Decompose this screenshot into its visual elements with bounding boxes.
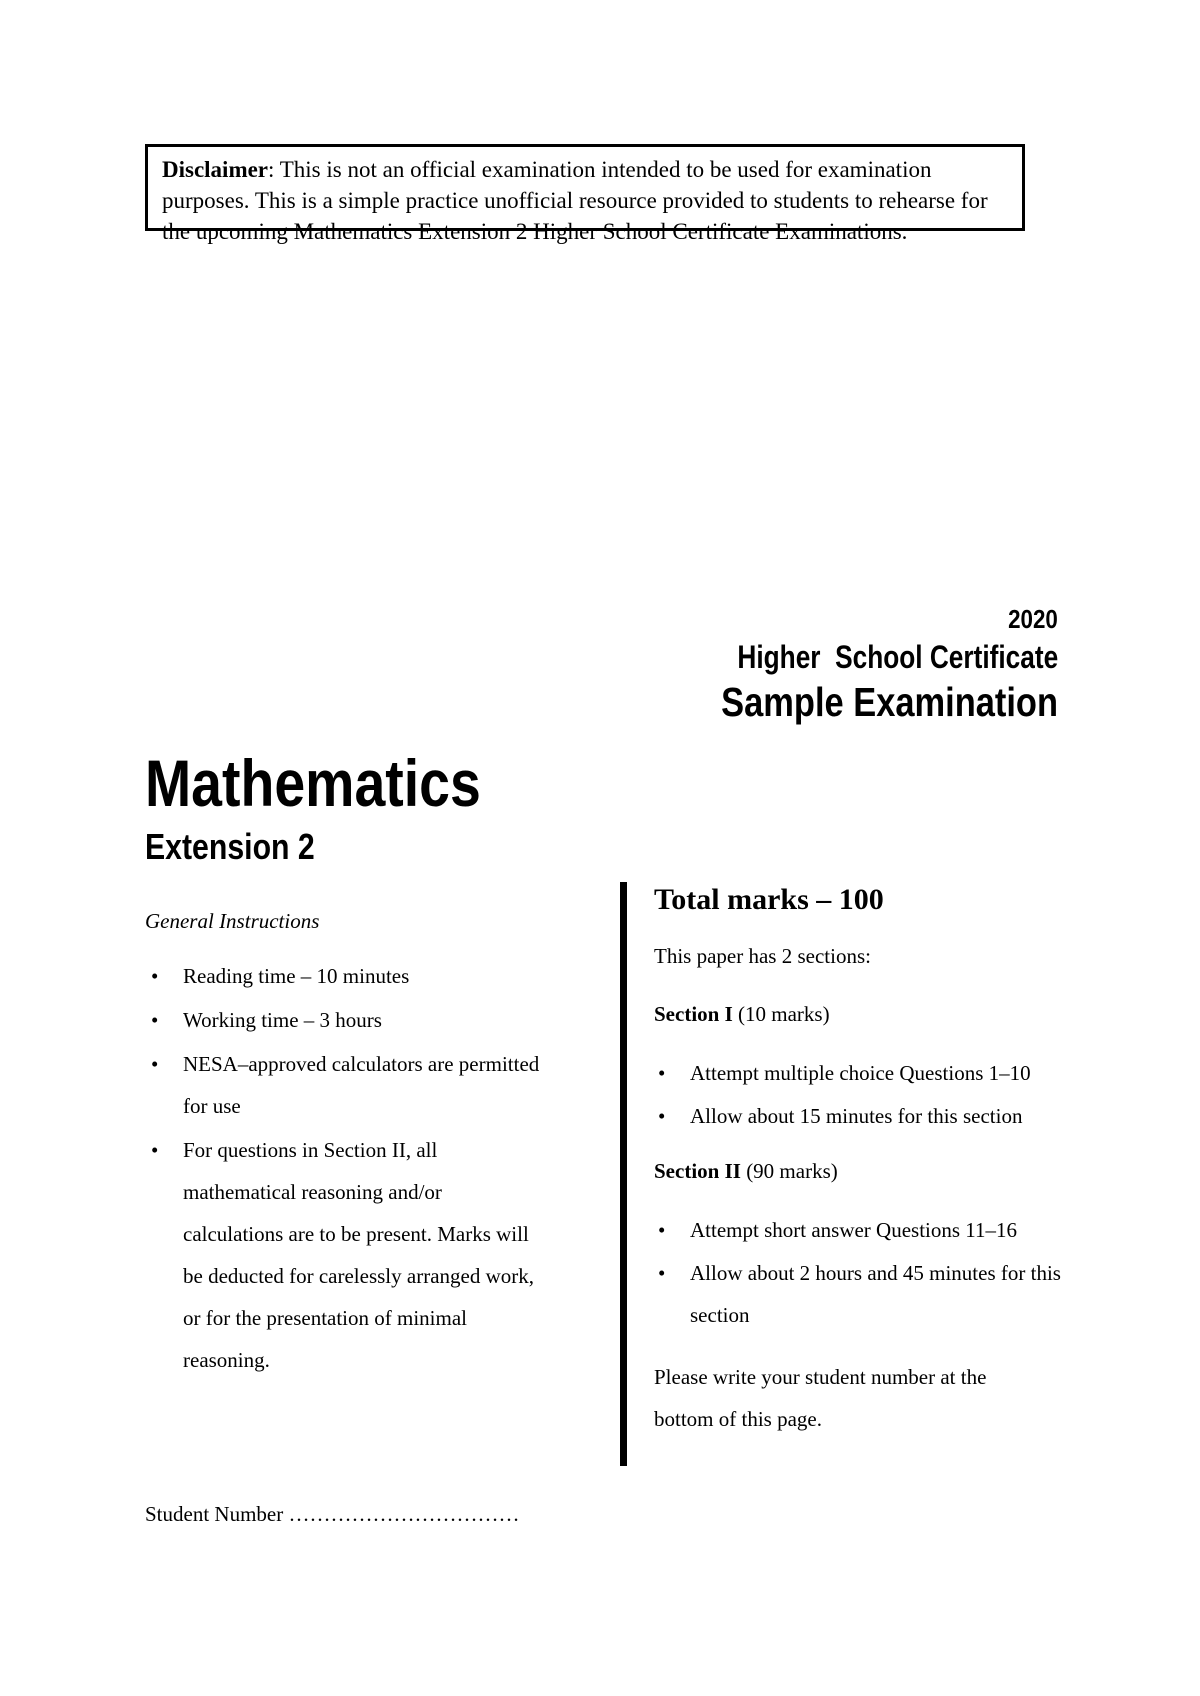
student-number-label: Student Number bbox=[145, 1502, 284, 1526]
section-1-name: Section I bbox=[654, 1002, 733, 1026]
disclaimer-label: Disclaimer bbox=[162, 157, 269, 182]
subject-subtitle: Extension 2 bbox=[145, 826, 315, 867]
bullet-icon: • bbox=[151, 1008, 159, 1032]
section-2-item: Allow about 2 hours and 45 minutes for this section bbox=[690, 1261, 1061, 1327]
section-1-item: Attempt multiple choice Questions 1–10 bbox=[690, 1061, 1031, 1085]
instructions-list bbox=[145, 955, 605, 1381]
total-marks-heading: Total marks – 100 bbox=[654, 883, 884, 916]
list-item bbox=[654, 1095, 1094, 1137]
section-1-list bbox=[654, 1052, 1094, 1137]
bullet-icon: • bbox=[658, 1261, 666, 1285]
bullet-icon: • bbox=[658, 1104, 666, 1128]
bullet-icon: • bbox=[658, 1218, 666, 1242]
list-item bbox=[145, 955, 605, 997]
instruction-text: NESA–approved calculators are permitted for use bbox=[183, 1052, 540, 1118]
section-2-heading bbox=[654, 1157, 1094, 1185]
list-item bbox=[145, 999, 605, 1041]
list-item bbox=[145, 1043, 605, 1127]
general-instructions bbox=[145, 907, 605, 1383]
list-item bbox=[145, 1129, 605, 1381]
list-item bbox=[654, 1252, 1094, 1336]
bullet-icon: • bbox=[151, 964, 159, 988]
section-1-item: Allow about 15 minutes for this section bbox=[690, 1104, 1023, 1128]
sections-intro: This paper has 2 sections: bbox=[654, 944, 871, 968]
section-2-name: Section II bbox=[654, 1159, 741, 1183]
subject-title: Mathematics bbox=[145, 746, 481, 820]
closing-instruction: Please write your student number at the bottom of this page. bbox=[654, 1365, 987, 1431]
instruction-text: For questions in Section II, all mathematical reasoning and/or calculations are to be present. Marks will be deducted for carelessly arranged work, or for the presentation of minimal reasoning. bbox=[183, 1138, 535, 1372]
certificate-title: Higher School Certificate bbox=[737, 639, 1058, 675]
marks-summary bbox=[654, 880, 1094, 1440]
instruction-text: Working time – 3 hours bbox=[183, 1008, 382, 1032]
list-item bbox=[654, 1052, 1094, 1094]
student-number-line bbox=[145, 1500, 519, 1528]
bullet-icon: • bbox=[151, 1052, 159, 1076]
section-2-marks: (90 marks) bbox=[740, 1159, 838, 1183]
list-item bbox=[654, 1209, 1094, 1251]
disclaimer-box bbox=[145, 144, 1025, 244]
instruction-text: Reading time – 10 minutes bbox=[183, 964, 410, 988]
column-divider bbox=[620, 882, 627, 1466]
section-1-heading bbox=[654, 1000, 1094, 1028]
bullet-icon: • bbox=[658, 1061, 666, 1085]
section-2-item: Attempt short answer Questions 11–16 bbox=[690, 1218, 1018, 1242]
exam-type-title: Sample Examination bbox=[721, 679, 1058, 725]
disclaimer-text: : This is not an official examination intended to be used for examination purposes. This is a simple practice unofficial resource provided to students to rehearse for the upcoming Mathematics Extension 2 Higher School Certificate Examinations. bbox=[162, 157, 988, 244]
bullet-icon: • bbox=[151, 1138, 159, 1162]
section-1-marks: (10 marks) bbox=[732, 1002, 830, 1026]
section-2-list bbox=[654, 1209, 1094, 1336]
exam-year: 2020 bbox=[1008, 604, 1058, 634]
general-instructions-heading: General Instructions bbox=[145, 909, 320, 933]
student-number-field: …………………………… bbox=[288, 1502, 520, 1526]
